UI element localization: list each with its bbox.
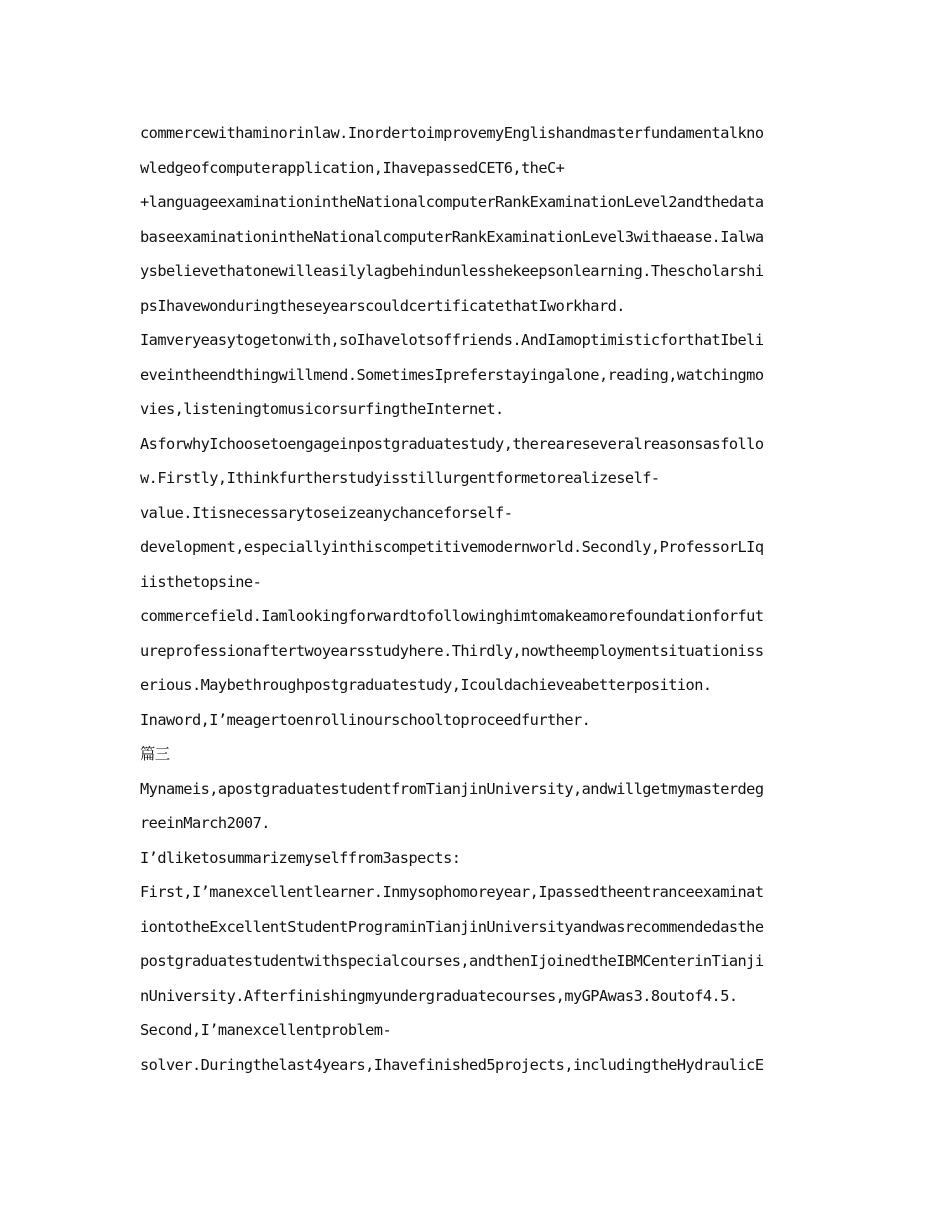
text-line: ureprofessionaftertwoyearsstudyhere.Thirdly,nowtheemploymentsituationiss [140,641,764,660]
document-body [140,116,820,1082]
section-heading: 篇三 [140,745,170,763]
text-line: w.Firstly,Ithinkfurtherstudyisstillurgentformetorealizeself- [140,469,660,487]
text-line: nUniversity.Afterfinishingmyundergraduatecourses,myGPAwas3.8outof4.5. [140,986,738,1005]
text-line: ysbelievethatonewilleasilylagbehindunlesshekeepsonlearning.Thescholarshi [140,262,764,280]
text-line: iontotheExcellentStudentPrograminTianjinUniversityandwasrecommendedasthe [140,917,764,936]
text-line: commercefield.Iamlookingforwardtofollowinghimtomakeamorefoundationforfut [140,607,764,625]
text-line: reeinMarch2007. [140,814,270,832]
text-line: AsforwhyIchoosetoengageinpostgraduatestudy,thereareseveralreasonsasfollo [140,434,764,453]
text-line: psIhavewonduringtheseyearscouldcertificatethatIworkhard. [140,296,625,315]
text-line: Mynameis,apostgraduatestudentfromTianjinUniversity,andwillgetmymasterdeg [140,779,764,798]
text-line: Inaword,I’meagertoenrollinourschooltoproceedfurther. [140,710,591,729]
text-line: Second,I’manexcellentproblem- [140,1021,392,1039]
text-line: +languageexaminationintheNationalcomputerRankExaminationLevel2andthedata [140,193,764,211]
text-line: solver.Duringthelast4years,Ihavefinished5projects,includingtheHydraulicE [140,1055,764,1074]
text-line: Iamveryeasytogetonwith,soIhavelotsoffriends.AndIamoptimisticforthatIbeli [140,331,764,349]
text-line: erious.Maybethroughpostgraduatestudy,Icouldachieveabetterposition. [140,676,712,694]
text-line: development,especiallyinthiscompetitivemodernworld.Secondly,ProfessorLIq [140,538,764,556]
text-line: postgraduatestudentwithspecialcourses,andthenIjoinedtheIBMCenterinTianji [140,952,764,970]
text-line: value.Itisnecessarytoseizeanychanceforself- [140,503,513,522]
text-line: baseexaminationintheNationalcomputerRankExaminationLevel3withaease.Ialwa [140,227,764,246]
text-line: First,I’manexcellentlearner.Inmysophomoreyear,Ipassedtheentranceexaminat [140,883,764,901]
text-line: I’dliketosummarizemyselffrom3aspects: [140,848,461,867]
text-line: iisthetopsine- [140,572,262,591]
text-line: eveintheendthingwillmend.SometimesIpreferstayingalone,reading,watchingmo [140,365,764,384]
text-line: vies,listeningtomusicorsurfingtheInternet. [140,400,504,418]
text-line: wledgeofcomputerapplication,IhavepassedCET6,theC+ [140,158,565,177]
text-line: commercewithaminorinlaw.InordertoimprovemyEnglishandmasterfundamentalkno [140,124,764,142]
